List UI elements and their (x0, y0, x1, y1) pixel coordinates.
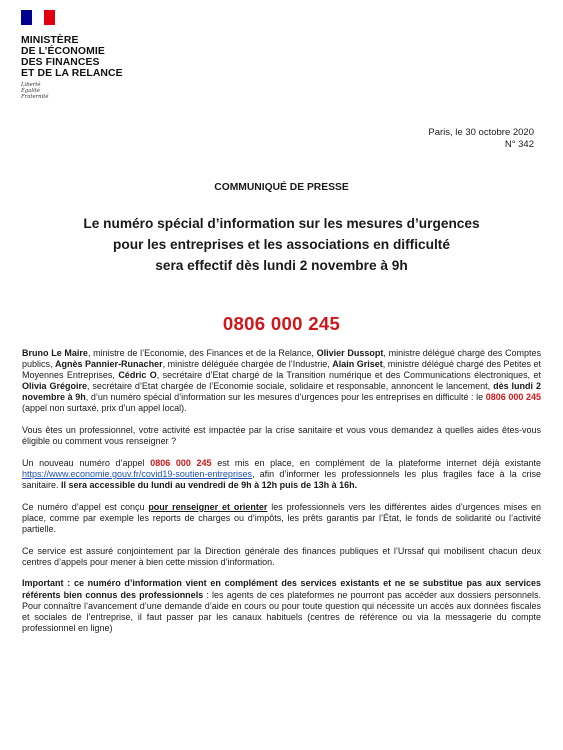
text-run: , ministre délégué chargé des Comptes publics, (22, 348, 541, 370)
republic-motto (21, 82, 123, 100)
platform-link[interactable]: https://www.economie.gouv.fr/covid19-soutien-entreprises (22, 469, 252, 480)
paragraph-service: Ce service est assuré conjointement par la Direction générale des finances publiques et l’Urssaf qui mobilisent chacun deux centres d’appels pour mener à bien cette mission d’information. (22, 545, 541, 567)
body-text (22, 348, 541, 645)
paragraph-new-number (22, 458, 541, 491)
text-run: : les agents de ces plateformes ne pourront pas accéder aux dossiers personnels. Pour connaître l’avancement d’une demande d’aide en cours ou pour toute question qui nécessite un accès aux données fiscales et sociales de l’entreprise, il faut passer par les canaux habituels (centres de référence ou via la messagerie du compte professionnel en ligne) (22, 589, 542, 633)
text-run: les professionnels vers les différentes aides d’urgences mises en place, comme par exemple les reports de charges ou d’impôts, les prêts garantis par l’État, le fonds de solidarité ou l’activité partielle. (22, 501, 541, 534)
person-name: Alain Griset (332, 359, 383, 370)
person-name: Bruno Le Maire (22, 348, 88, 358)
ministry-name (21, 35, 123, 79)
ministry-line: DE L’ÉCONOMIE (21, 46, 105, 57)
phone-number-inline: 0806 000 245 (485, 392, 541, 403)
paragraph-announcement (22, 348, 541, 415)
launch-date: dès lundi 2 novembre à 9h (22, 381, 542, 403)
text-run: Un nouveau numéro d’appel (22, 457, 151, 468)
text-run: (appel non surtaxé, prix d’un appel local). (22, 403, 187, 414)
paragraph-question: Vous êtes un professionnel, votre activité est impactée par la crise sanitaire et vous vous demandez à quelles aides êtes-vous éligible ou comment vous renseigner ? (22, 425, 541, 447)
person-name: Olivia Grégoire (22, 381, 87, 392)
motto-line: Fraternité (21, 94, 49, 100)
text-run: , ministre déléguée chargée de l’Industrie, (162, 359, 333, 370)
emphasis-underlined: pour renseigner et orienter (148, 501, 268, 512)
place-date: Paris, le 30 octobre 2020 (428, 127, 534, 138)
text-run: , secrétaire d’Etat chargée de l’Economie sociale, solidaire et responsable, annoncent le lancement, (86, 381, 494, 392)
text-run: , ministre de l’Economie, des Finances et de la Relance, (87, 348, 317, 358)
headline-line: Le numéro spécial d’information sur les mesures d’urgences (83, 216, 480, 231)
release-number: N° 342 (504, 139, 534, 150)
motto-line: Liberté (21, 82, 41, 88)
french-flag-icon (21, 10, 55, 25)
motto-line: Égalité (21, 88, 41, 94)
flag-stripe-blue (21, 10, 32, 25)
paragraph-purpose (22, 502, 541, 535)
text-run: Ce numéro d’appel est conçu (22, 501, 149, 512)
document-type-heading: COMMUNIQUÉ DE PRESSE (214, 182, 349, 193)
person-name: Cédric O (118, 370, 157, 381)
flag-stripe-white (32, 10, 43, 25)
text-run: , d’un numéro spécial d’information sur les mesures d’urgences pour les entreprises en difficulté : le (85, 392, 486, 403)
headline-line: pour les entreprises et les associations en difficulté (113, 237, 450, 252)
phone-number-inline: 0806 000 245 (150, 457, 212, 468)
opening-hours: Il sera accessible du lundi au vendredi de 9h à 12h puis de 13h à 16h. (61, 480, 358, 491)
text-run: , ministre délégué chargé des Petites et Moyennes Entreprises, (22, 359, 541, 381)
ministry-line: ET DE LA RELANCE (21, 68, 123, 79)
ministry-logo (21, 10, 123, 100)
flag-stripe-red (44, 10, 55, 25)
ministry-line: MINISTÈRE (21, 35, 79, 46)
person-name: Agnès Pannier-Runacher (55, 359, 163, 370)
important-notice: Important : ce numéro d’information vient en complément des services existants et ne se substitue pas aux services référents bien connus des professionnels (22, 578, 541, 600)
paragraph-important (22, 578, 541, 633)
ministry-line: DES FINANCES (21, 57, 100, 68)
text-run: , secrétaire d’Etat chargé de la Transition numérique et des Communications électroniques, et (156, 370, 542, 381)
person-name: Olivier Dussopt (316, 348, 384, 358)
text-run: est mis en place, en complément de la plateforme internet déjà existante (211, 457, 541, 468)
text-run: , afin d’informer les professionnels les plus fragiles face à la crise sanitaire. (22, 469, 541, 491)
headline (20, 213, 543, 276)
phone-number-highlight: 0806 000 245 (222, 313, 341, 334)
headline-line: sera effectif dès lundi 2 novembre à 9h (155, 258, 408, 273)
date-block (428, 127, 534, 151)
